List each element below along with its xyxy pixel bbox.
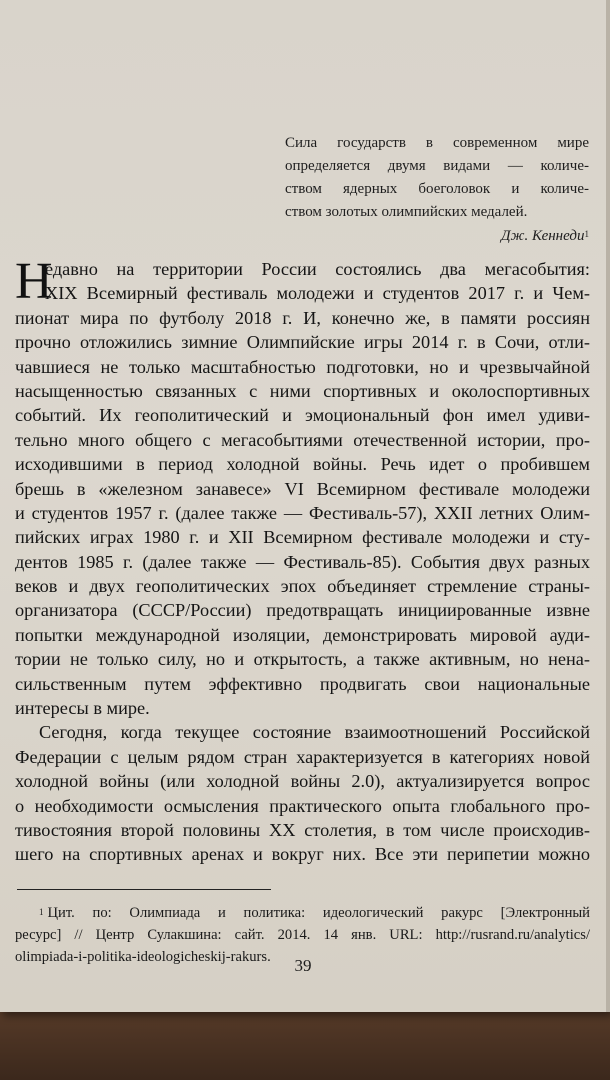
text-line: и студентов 1957 г. (далее также — Фестиваль-57), XXII летних Олим-: [15, 502, 590, 523]
epigraph-author-name: Дж. Кеннеди: [501, 228, 585, 244]
footnote-mark: 1: [39, 907, 44, 917]
text-line: организатора (СССР/России) предотвращать инициированные извне: [15, 600, 590, 621]
epigraph-line: ством ядерных боеголовок и количе-: [285, 181, 589, 197]
table-surface: [0, 1000, 610, 1080]
text-line: дентов 1985 г. (далее также — Фестиваль-85). События двух разных: [15, 551, 590, 572]
text-line: XIX Всемирный фестиваль молодежи и студентов 2017 г. и Чем-: [45, 283, 590, 304]
footnote-line: olimpiada-i-politika-ideologicheskij-rakurs.: [15, 949, 271, 965]
epigraph-line: определяется двумя видами — количе-: [285, 158, 589, 174]
text-line: Сегодня, когда текущее состояние взаимоотношений Российской: [39, 722, 590, 743]
text-line: чавшиеся не только масштабностью подготовки, но и чрезвычайной: [15, 356, 590, 377]
epigraph-author: [285, 225, 589, 248]
text-line: шего на спортивных аренах и вокруг них. Все эти перипетии можно: [15, 844, 590, 865]
epigraph-line: ством золотых олимпийских медалей.: [285, 204, 528, 220]
text-line: попытки международной изоляции, демонстрировать мировой ауди-: [15, 624, 590, 645]
text-line-content: едавно на территории России состоялись два мегасобытия:: [45, 259, 590, 279]
text-line: исходившими в период холодной войны. Речь идет о пробившем: [15, 454, 590, 475]
epigraph: [285, 132, 589, 248]
text-line: насыщенностью связанных с ними спортивных и околоспортивных: [15, 380, 590, 401]
text-line: тории не только силу, но и открытость, а также активным, но нена-: [15, 649, 590, 670]
text-line: тивостояния второй половины XX столетия, в том числе происходив-: [15, 819, 590, 840]
main-text: [15, 253, 590, 867]
text-line: холодной войны (или холодной войны 2.0), актуализируется вопрос: [15, 771, 590, 792]
text-line: интересы в мире.: [15, 698, 150, 719]
footnote-reference: 1: [584, 229, 589, 239]
drop-cap: Н: [15, 253, 53, 310]
text-line: Федерации с целым рядом стран характеризуется в категориях новой: [15, 746, 590, 767]
page-number: 39: [294, 956, 312, 975]
epigraph-line: Сила государств в современном мире: [285, 135, 589, 151]
text-line: о необходимости осмысления практического опыта глобального про-: [15, 795, 590, 816]
footnote-line: ресурс] // Центр Сулакшина: сайт. 2014. 14 янв. URL: http://rusrand.ru/analytics/: [15, 927, 590, 943]
text-line: веков и двух геополитических эпох объединяет стремление страны-: [15, 576, 590, 597]
text-line: событий. Их геополитический и эмоциональный фон имел удиви-: [15, 405, 590, 426]
text-line: прочно отложились зимние Олимпийские игры 2014 г. в Сочи, отли-: [15, 332, 590, 353]
text-line: пионат мира по футболу 2018 г. И, конечно же, в памяти россиян: [15, 307, 590, 328]
footnote-line-text: Цит. по: Олимпиада и политика: идеологический ракурс [Электронный: [47, 905, 590, 921]
text-line: пийских играх 1980 г. и XII Всемирном фестивале молодежи и сту-: [15, 527, 590, 548]
text-line: брешь в «железном занавесе» VI Всемирном фестивале молодежи: [15, 478, 590, 499]
footnote-line: [15, 902, 590, 924]
footnote-divider: [17, 889, 271, 890]
text-line: сильственным путем эффективно продвигать свои национальные: [15, 673, 590, 694]
text-line: тельно много общего с мегасобытиями отечественной истории, про-: [15, 429, 590, 450]
